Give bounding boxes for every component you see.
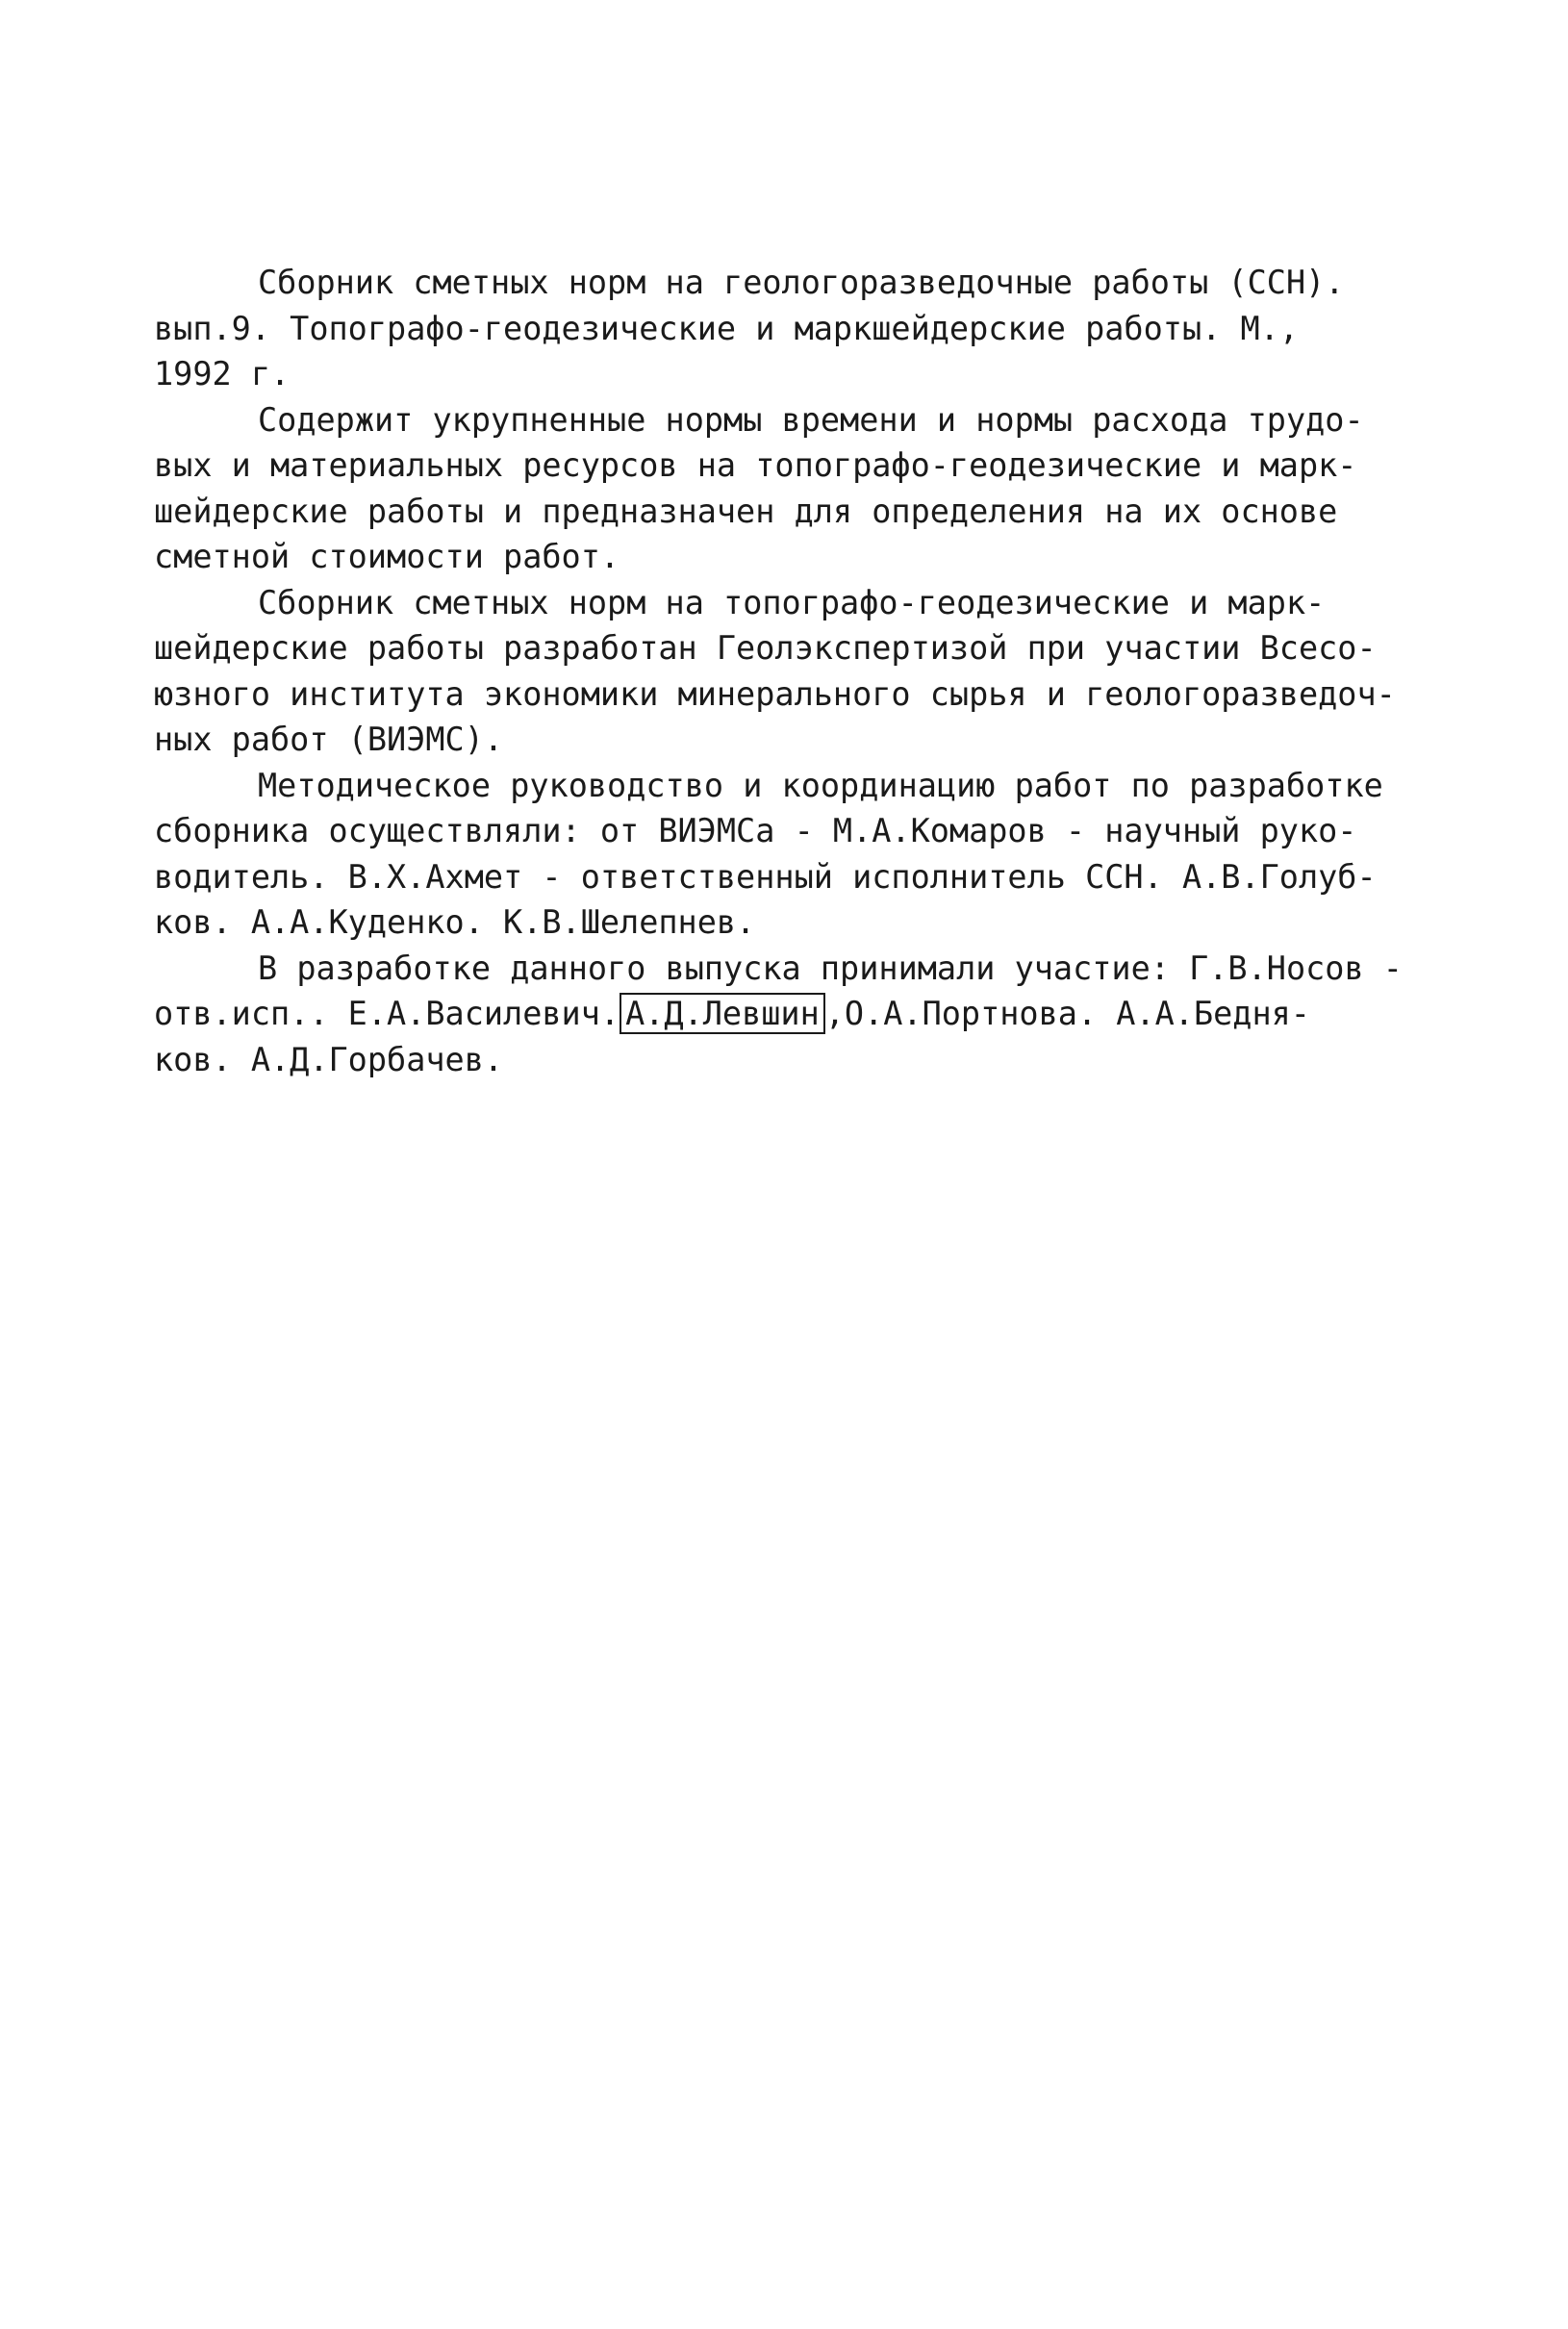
paragraph-2-line-3: шейдерские работы и предназначен для определения на их основе [154, 492, 1338, 530]
paragraph-1-line-3: 1992 г. [154, 355, 291, 392]
paragraph-1 [154, 260, 1443, 397]
document-body [154, 260, 1443, 1082]
paragraph-3-line-2: шейдерские работы разработан Геолэкспертизой при участии Всесо- [154, 629, 1377, 667]
paragraph-5-line-2 [154, 991, 1443, 1037]
paragraph-4 [154, 763, 1443, 946]
boxed-name: А.Д.Левшин [620, 993, 825, 1034]
paragraph-5-line-2-before: отв.исп.. Е.А.Василевич. [154, 995, 620, 1032]
paragraph-2-line-2: вых и материальных ресурсов на топографо-геодезические и марк- [154, 446, 1357, 484]
paragraph-4-line-2: сборника осуществляли: от ВИЭМСа - М.А.Комаров - научный руко- [154, 812, 1357, 849]
paragraph-1-line-1: Сборник сметных норм на геологоразведочные работы (ССН). [258, 264, 1345, 301]
paragraph-2-line-1: Содержит укрупненные нормы времени и нормы расхода трудо- [258, 400, 1364, 439]
paragraph-5-line-3: ков. А.Д.Горбачев. [154, 1040, 504, 1078]
paragraph-4-line-1: Методическое руководство и координацию работ по разработке [258, 766, 1383, 804]
paragraph-5-line-1: В разработке данного выпуска принимали участие: Г.В.Носов - [258, 949, 1403, 987]
paragraph-1-line-2: вып.9. Топографо-геодезические и маркшейдерские работы. М., [154, 309, 1299, 347]
paragraph-3 [154, 580, 1443, 763]
paragraph-5 [154, 946, 1443, 1083]
paragraph-5-line-2-after: ,О.А.Портнова. А.А.Бедня- [824, 995, 1310, 1032]
paragraph-2 [154, 397, 1443, 580]
paragraph-3-line-1: Сборник сметных норм на топографо-геодезические и марк- [258, 583, 1326, 621]
paragraph-3-line-3: юзного института экономики минерального сырья и геологоразведоч- [154, 674, 1396, 713]
paragraph-3-line-4: ных работ (ВИЭМС). [154, 721, 504, 758]
paragraph-2-line-4: сметной стоимости работ. [154, 538, 620, 575]
paragraph-4-line-3: водитель. В.Х.Ахмет - ответственный исполнитель ССН. А.В.Голуб- [154, 857, 1377, 896]
paragraph-4-line-4: ков. А.А.Куденко. К.В.Шелепнев. [154, 903, 756, 941]
